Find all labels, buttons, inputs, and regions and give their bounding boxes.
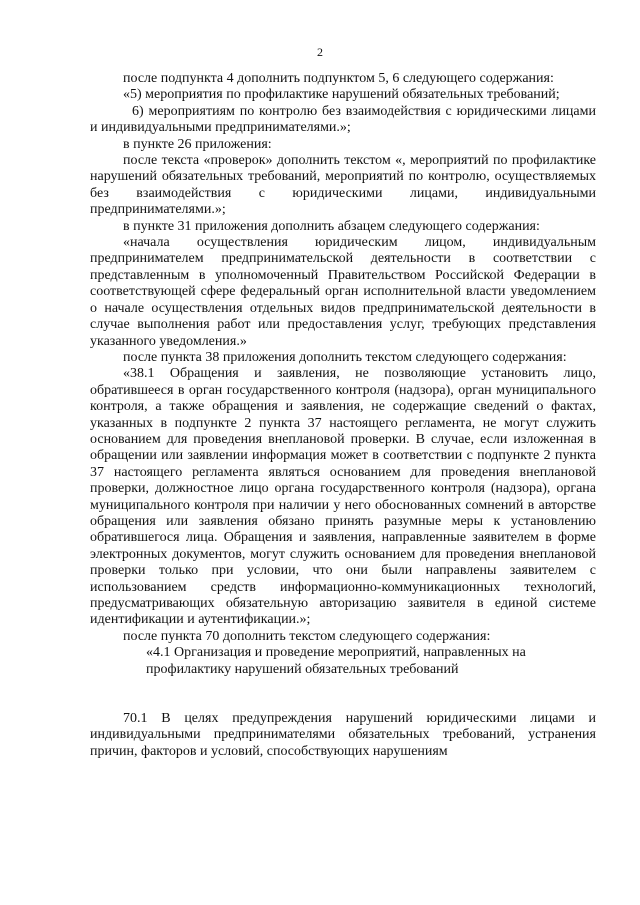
paragraph-4: в пункте 26 приложения:	[123, 136, 272, 152]
page-number: 2	[317, 45, 323, 59]
paragraph-6: в пункте 31 приложения дополнить абзацем следующего содержания:	[123, 218, 540, 234]
section-heading: «4.1 Организация и проведение мероприятий, направленных на профилактику нарушений обязательных требований	[146, 645, 526, 677]
paragraph-10: после пункта 70 дополнить текстом следующего содержания:	[123, 628, 491, 644]
paragraph-5: после текста «проверок» дополнить текстом «, мероприятий по профилактике нарушений обязательных требований, мероприятий по контролю, осуществляемых без взаимодействия с юридическими лицами, индивидуальными предпринимателями.»;	[90, 153, 596, 218]
document-body	[90, 71, 596, 760]
paragraph-3: 6) мероприятиям по контролю без взаимодействия с юридическими лицами и индивидуальными предпринимателями.»;	[90, 103, 596, 136]
paragraph-8: после пункта 38 приложения дополнить текстом следующего содержания:	[123, 349, 567, 365]
paragraph-2: «5) мероприятия по профилактике нарушений обязательных требований;	[123, 87, 560, 103]
paragraph-7: «начала осуществления юридическим лицом, индивидуальным предпринимателем предпринимательской деятельности в соответствии с представленным в уполномоченный Правительством Российской Федерации в соответствующей сфере федеральный орган исполнительной власти уведомлением о начале осуществления отдельных видов предпринимательской деятельности в случае выполнения работ или предоставления услуг, требующих представления указанного уведомления.»	[90, 235, 596, 349]
paragraph-1: после подпункта 4 дополнить подпунктом 5, 6 следующего содержания:	[123, 71, 554, 86]
closing-paragraph: 70.1 В целях предупреждения нарушений юридическими лицами и индивидуальными предпринимателями обязательных требований, устранения причин, факторов и условий, способствующих нарушениям	[90, 711, 596, 759]
paragraph-9: «38.1 Обращения и заявления, не позволяющие установить лицо, обратившееся в орган государственного контроля (надзора), орган муниципального контроля, а также обращения и заявления, не содержащие сведений о фактах, указанных в подпункте 2 пункта 37 настоящего регламента, не могут служить основанием для проведения внеплановой проверки. В случае, если изложенная в обращении или заявлении информация может в соответствии с подпункте 2 пункта 37 настоящего регламента являться основанием для проведения внеплановой проверки, должностное лицо органа государственного контроля (надзора), органа муниципального контроля при наличии у него обоснованных сомнений в авторстве обращения или заявления обязано принять разумные меры к установлению обратившегося лица. Обращения и заявления, направленные заявителем в форме электронных документов, могут служить основанием для проведения внеплановой проверки только при условии, что они были направлены заявителем с использованием средств информационно-коммуникационных технологий, предусматривающих обязательную авторизацию заявителя в единой системе идентификации и аутентификации.»;	[90, 366, 596, 628]
